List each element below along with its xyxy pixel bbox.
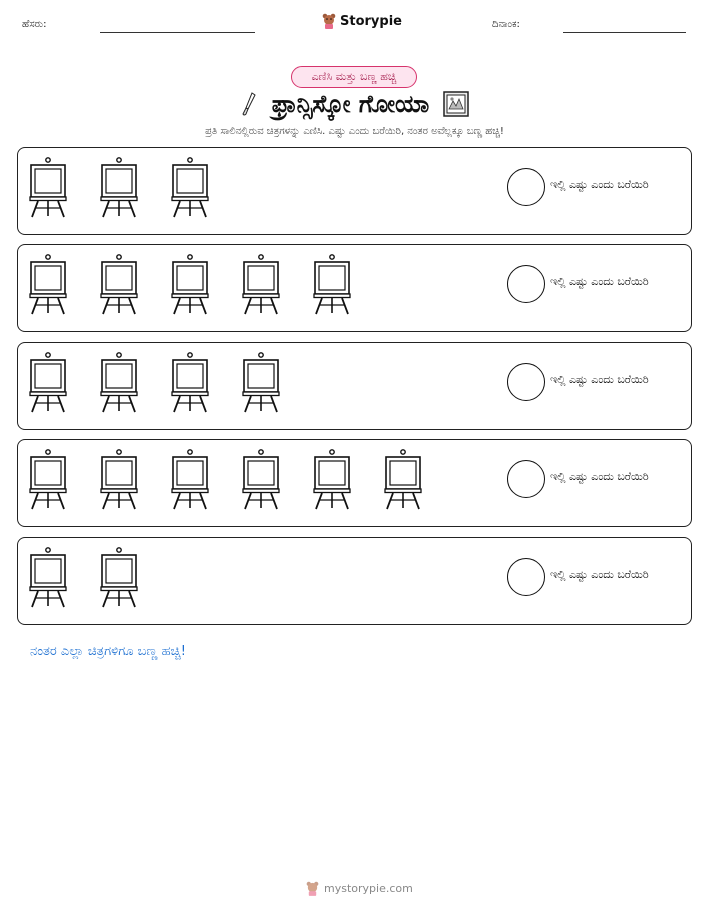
easel-group <box>28 253 383 315</box>
easel-icon <box>241 253 281 315</box>
easel-icon <box>170 253 210 315</box>
brand <box>322 13 402 29</box>
title-row <box>0 90 709 118</box>
easel-icon <box>99 546 139 608</box>
painting-frame-icon <box>443 91 469 117</box>
activity-badge: ಎಣಿಸಿ ಮತ್ತು ಬಣ್ಣ ಹಚ್ಚಿ <box>291 66 417 88</box>
easel-icon <box>312 448 352 510</box>
answer-circle[interactable] <box>507 265 545 303</box>
answer-circle[interactable] <box>507 168 545 206</box>
easel-group <box>28 351 312 413</box>
easel-group <box>28 156 241 218</box>
easel-icon <box>99 156 139 218</box>
answer-label: ಇಲ್ಲಿ ಎಷ್ಟು ಎಂದು ಬರೆಯಿರಿ <box>550 178 649 191</box>
easel-icon <box>241 448 281 510</box>
name-label: ಹೆಸರು: <box>22 19 47 30</box>
easel-icon <box>170 448 210 510</box>
answer-label: ಇಲ್ಲಿ ಎಷ್ಟು ಎಂದು ಬರೆಯಿರಿ <box>550 470 649 483</box>
page-title: ಫ್ರಾನ್ಸಿಸ್ಕೋ ಗೋಯಾ <box>271 90 430 118</box>
site-footer <box>306 881 413 896</box>
name-field[interactable] <box>100 32 255 33</box>
easel-icon <box>28 448 68 510</box>
storypie-bear-icon <box>306 881 319 896</box>
easel-icon <box>170 156 210 218</box>
easel-icon <box>170 351 210 413</box>
answer-label: ಇಲ್ಲಿ ಎಷ್ಟು ಎಂದು ಬರೆಯಿರಿ <box>550 568 649 581</box>
counting-row <box>17 537 692 625</box>
easel-icon <box>28 156 68 218</box>
answer-circle[interactable] <box>507 363 545 401</box>
site-url: mystorypie.com <box>324 882 413 895</box>
counting-row <box>17 147 692 235</box>
easel-icon <box>99 448 139 510</box>
answer-circle[interactable] <box>507 558 545 596</box>
easel-icon <box>28 546 68 608</box>
date-field[interactable] <box>563 32 686 33</box>
footer-note: ನಂತರ ಎಲ್ಲಾ ಚಿತ್ರಗಳಿಗೂ ಬಣ್ಣ ಹಚ್ಚಿ! <box>30 644 186 659</box>
counting-row <box>17 244 692 332</box>
easel-icon <box>99 351 139 413</box>
easel-icon <box>28 253 68 315</box>
paintbrush-icon <box>240 91 258 117</box>
instructions: ಪ್ರತಿ ಸಾಲಿನಲ್ಲಿರುವ ಚಿತ್ರಗಳನ್ನು ಎಣಿಸಿ. ಎಷ್ಟು ಎಂದು ಬರೆಯಿರಿ, ನಂತರ ಅವೆಲ್ಲಕ್ಕೂ ಬಣ್ಣ ಹಚ್ಚಿ! <box>205 126 504 137</box>
date-label: ದಿನಾಂಕ: <box>492 19 520 30</box>
answer-label: ಇಲ್ಲಿ ಎಷ್ಟು ಎಂದು ಬರೆಯಿರಿ <box>550 373 649 386</box>
easel-icon <box>99 253 139 315</box>
easel-icon <box>28 351 68 413</box>
storypie-bear-icon <box>322 13 336 29</box>
easel-group <box>28 546 170 608</box>
easel-group <box>28 448 454 510</box>
answer-label: ಇಲ್ಲಿ ಎಷ್ಟು ಎಂದು ಬರೆಯಿರಿ <box>550 275 649 288</box>
easel-icon <box>241 351 281 413</box>
counting-row <box>17 439 692 527</box>
easel-icon <box>312 253 352 315</box>
answer-circle[interactable] <box>507 460 545 498</box>
easel-icon <box>383 448 423 510</box>
brand-name: Storypie <box>340 13 402 29</box>
counting-row <box>17 342 692 430</box>
